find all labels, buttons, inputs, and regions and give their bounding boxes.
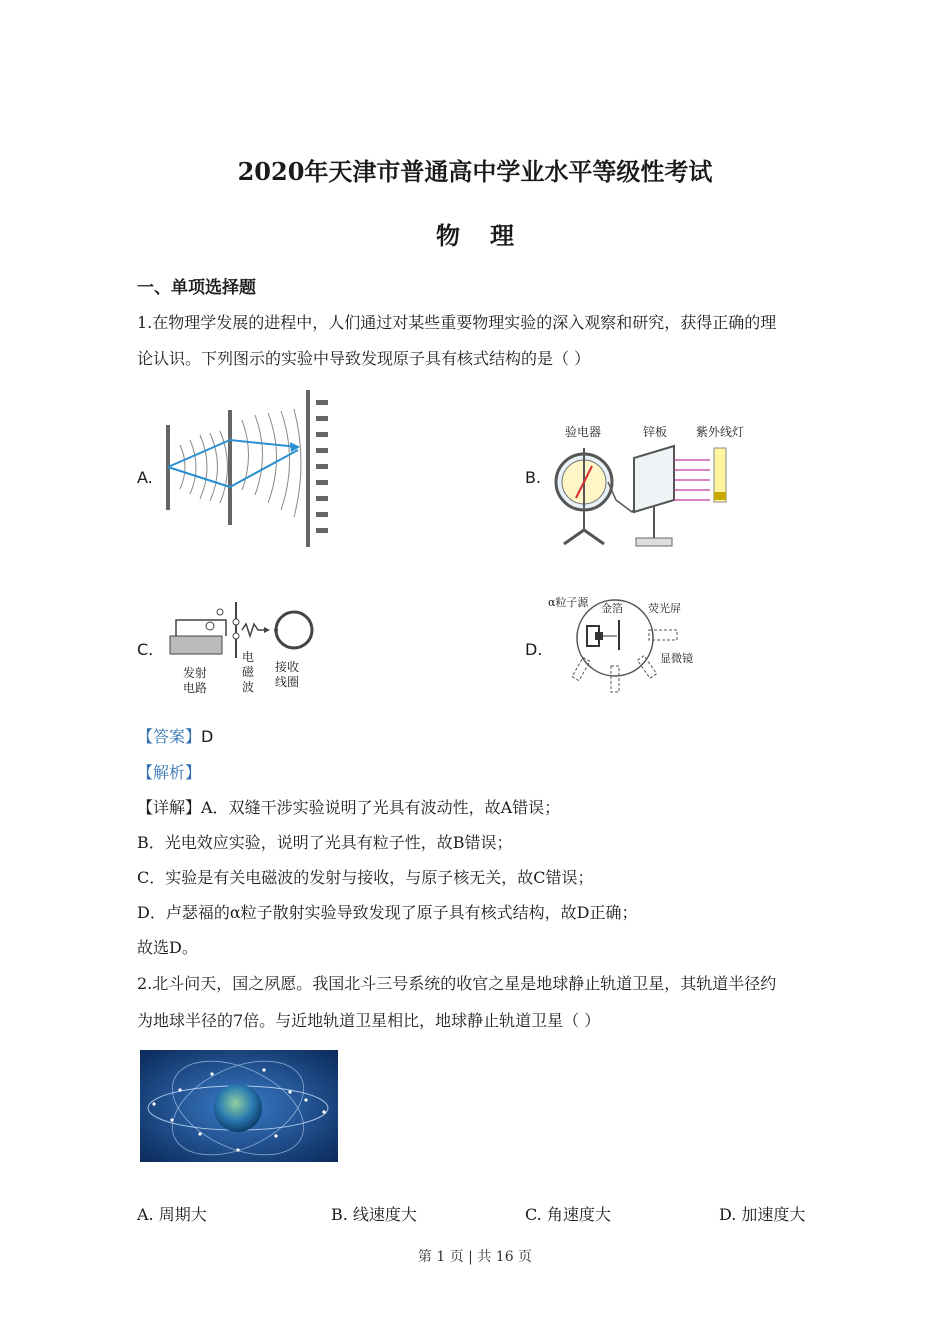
question-2-text-line-1: 2.北斗问天，国之夙愿。我国北斗三号系统的收官之星是地球静止轨道卫星，其轨道半径约 [137,974,777,993]
zinc-plate-label: 锌板 [643,425,668,439]
answer-value: D [201,727,214,746]
alpha-scattering-figure [565,590,680,700]
detail-line-1 [137,795,560,818]
microscope-label: 显微镜 [660,652,693,665]
screen-label: 荧光屏 [648,602,681,615]
subject-title: 物理 [436,221,544,250]
question-1-text-line-1: 1.在物理学发展的进程中，人们通过对某些重要物理实验的深入观察和研究，获得正确的理 [137,313,777,332]
detail-line-5: 故选D。 [137,938,198,957]
detail-tag: 【详解】 [137,798,202,817]
detail-line-3: C．实验是有关电磁波的发射与接收，与原子核无关，故C错误； [137,868,594,887]
satellite-image [140,1050,338,1162]
analysis-tag: 【解析】 [137,763,202,782]
receive-coil-label: 接收线圈 [275,660,300,689]
option-b-label: B. [525,468,542,487]
q2-option-b: B. 线速度大 [331,1205,417,1224]
detail-text-1: A．双缝干涉实验说明了光具有波动性，故A错误； [201,798,561,817]
uv-lamp-label: 紫外线灯 [696,425,745,439]
alpha-source-label: α粒子源 [548,596,589,609]
q2-option-c: C. 角速度大 [525,1205,611,1224]
gold-foil-label: 金箔 [601,602,623,615]
exam-title: 2020年天津市普通高中学业水平等级性考试 [237,157,713,186]
option-c-label: C. [137,640,154,659]
em-wave-figure [162,600,320,662]
answer-line [137,724,213,747]
option-a-label: A. [137,468,153,487]
double-slit-figure [160,385,340,550]
photoelectric-figure [552,440,772,552]
answer-tag: 【答案】 [137,727,202,746]
q2-option-a: A. 周期大 [137,1205,207,1224]
section-heading: 一、单项选择题 [137,278,256,298]
q2-option-d: D. 加速度大 [719,1205,806,1224]
detail-line-4: D．卢瑟福的α粒子散射实验导致发现了原子具有核式结构，故D正确； [137,903,638,922]
option-d-label: D. [525,640,543,659]
question-2-text-line-2: 为地球半径的7倍。与近地轨道卫星相比，地球静止轨道卫星（ ） [137,1011,601,1030]
page-footer: 第 1 页 | 共 16 页 [417,1249,533,1265]
electroscope-label: 验电器 [565,425,602,439]
em-wave-label: 电磁波 [242,650,255,694]
detail-line-2: B．光电效应实验，说明了光具有粒子性，故B错误； [137,833,513,852]
question-1-text-line-2: 论认识。下列图示的实验中导致发现原子具有核式结构的是（ ） [137,349,591,368]
emit-circuit-label: 发射电路 [183,666,208,695]
